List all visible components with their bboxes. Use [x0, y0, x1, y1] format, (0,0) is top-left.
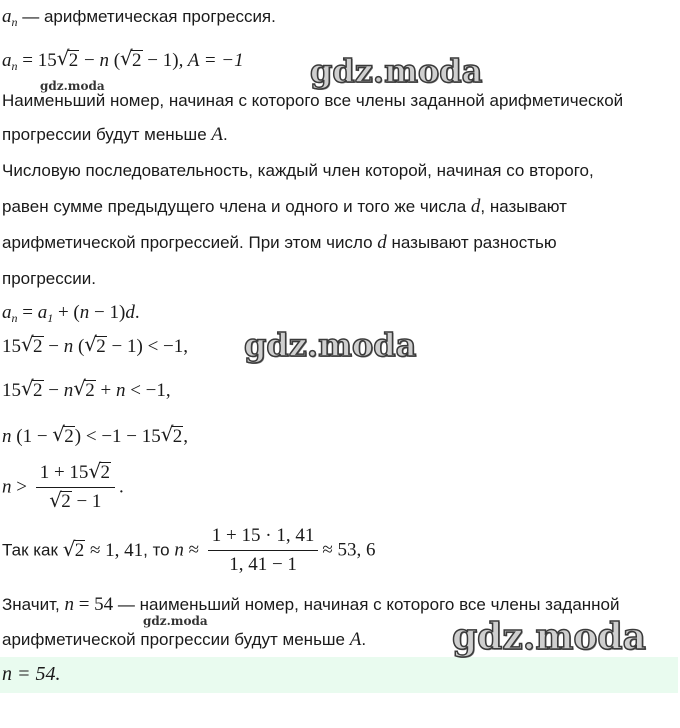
given-value-a: , A = −1: [178, 50, 244, 71]
watermark-logo: gdz.moda: [452, 616, 646, 658]
definition-line-1: Числовую последовательность, каждый член которой, начиная со второго,: [2, 161, 594, 180]
inequality-2: 15√ 2 − n√ 2 + n < −1,: [2, 380, 171, 402]
answer-box: [0, 657, 678, 693]
task-line-1: Наименьший номер, начиная с которого все члены заданной арифметической: [2, 91, 624, 110]
watermark-small: gdz.moda: [143, 614, 208, 628]
inequality-4: n > 1 + 15√ 2 √ 2 − 1 .: [2, 462, 124, 513]
inequality-3: n (1 − √ 2) < −1 − 15√ 2,: [2, 426, 188, 448]
answer-text: n = 54.: [2, 663, 61, 685]
approximation: Так как √ 2 ≈ 1, 41, то n ≈ $\frac{1 + 15 \cdot 1, 41}{1, 41 - 1}$ ≈ 53, 6: [2, 525, 376, 576]
definition-line-4: прогрессии.: [2, 269, 96, 288]
conclusion-line-1: Значит, n = 54 — наименьший номер, начиная с которого все члены заданной: [2, 594, 620, 615]
sequence-intro: $a_n$ — арифметическая прогрессия.: [2, 6, 276, 29]
definition-line-3: арифметической прогрессией. При этом число d называют разностью: [2, 232, 557, 253]
watermark-logo: gdz.moda: [310, 52, 483, 90]
given-formula: $a_n = 15√$ 2 − n (√ 2 − 1), A = −1: [2, 50, 244, 77]
definition-line-2: равен сумме предыдущего члена и одного и того же числа d, называют: [2, 196, 567, 217]
watermark-logo: gdz.moda: [244, 326, 417, 364]
task-line-2: прогрессии будут меньше A.: [2, 124, 228, 145]
conclusion-line-2: арифметической прогрессии будут меньше A.: [2, 629, 367, 650]
general-term-formula: $a_n = a_1 + (n - 1)d$.: [2, 302, 140, 325]
watermark-small: gdz.moda: [40, 79, 105, 93]
inequality-1: 15√ 2 − n (√ 2 − 1) < −1,: [2, 336, 188, 358]
sequence-intro-text: — арифметическая прогрессия.: [22, 7, 276, 26]
